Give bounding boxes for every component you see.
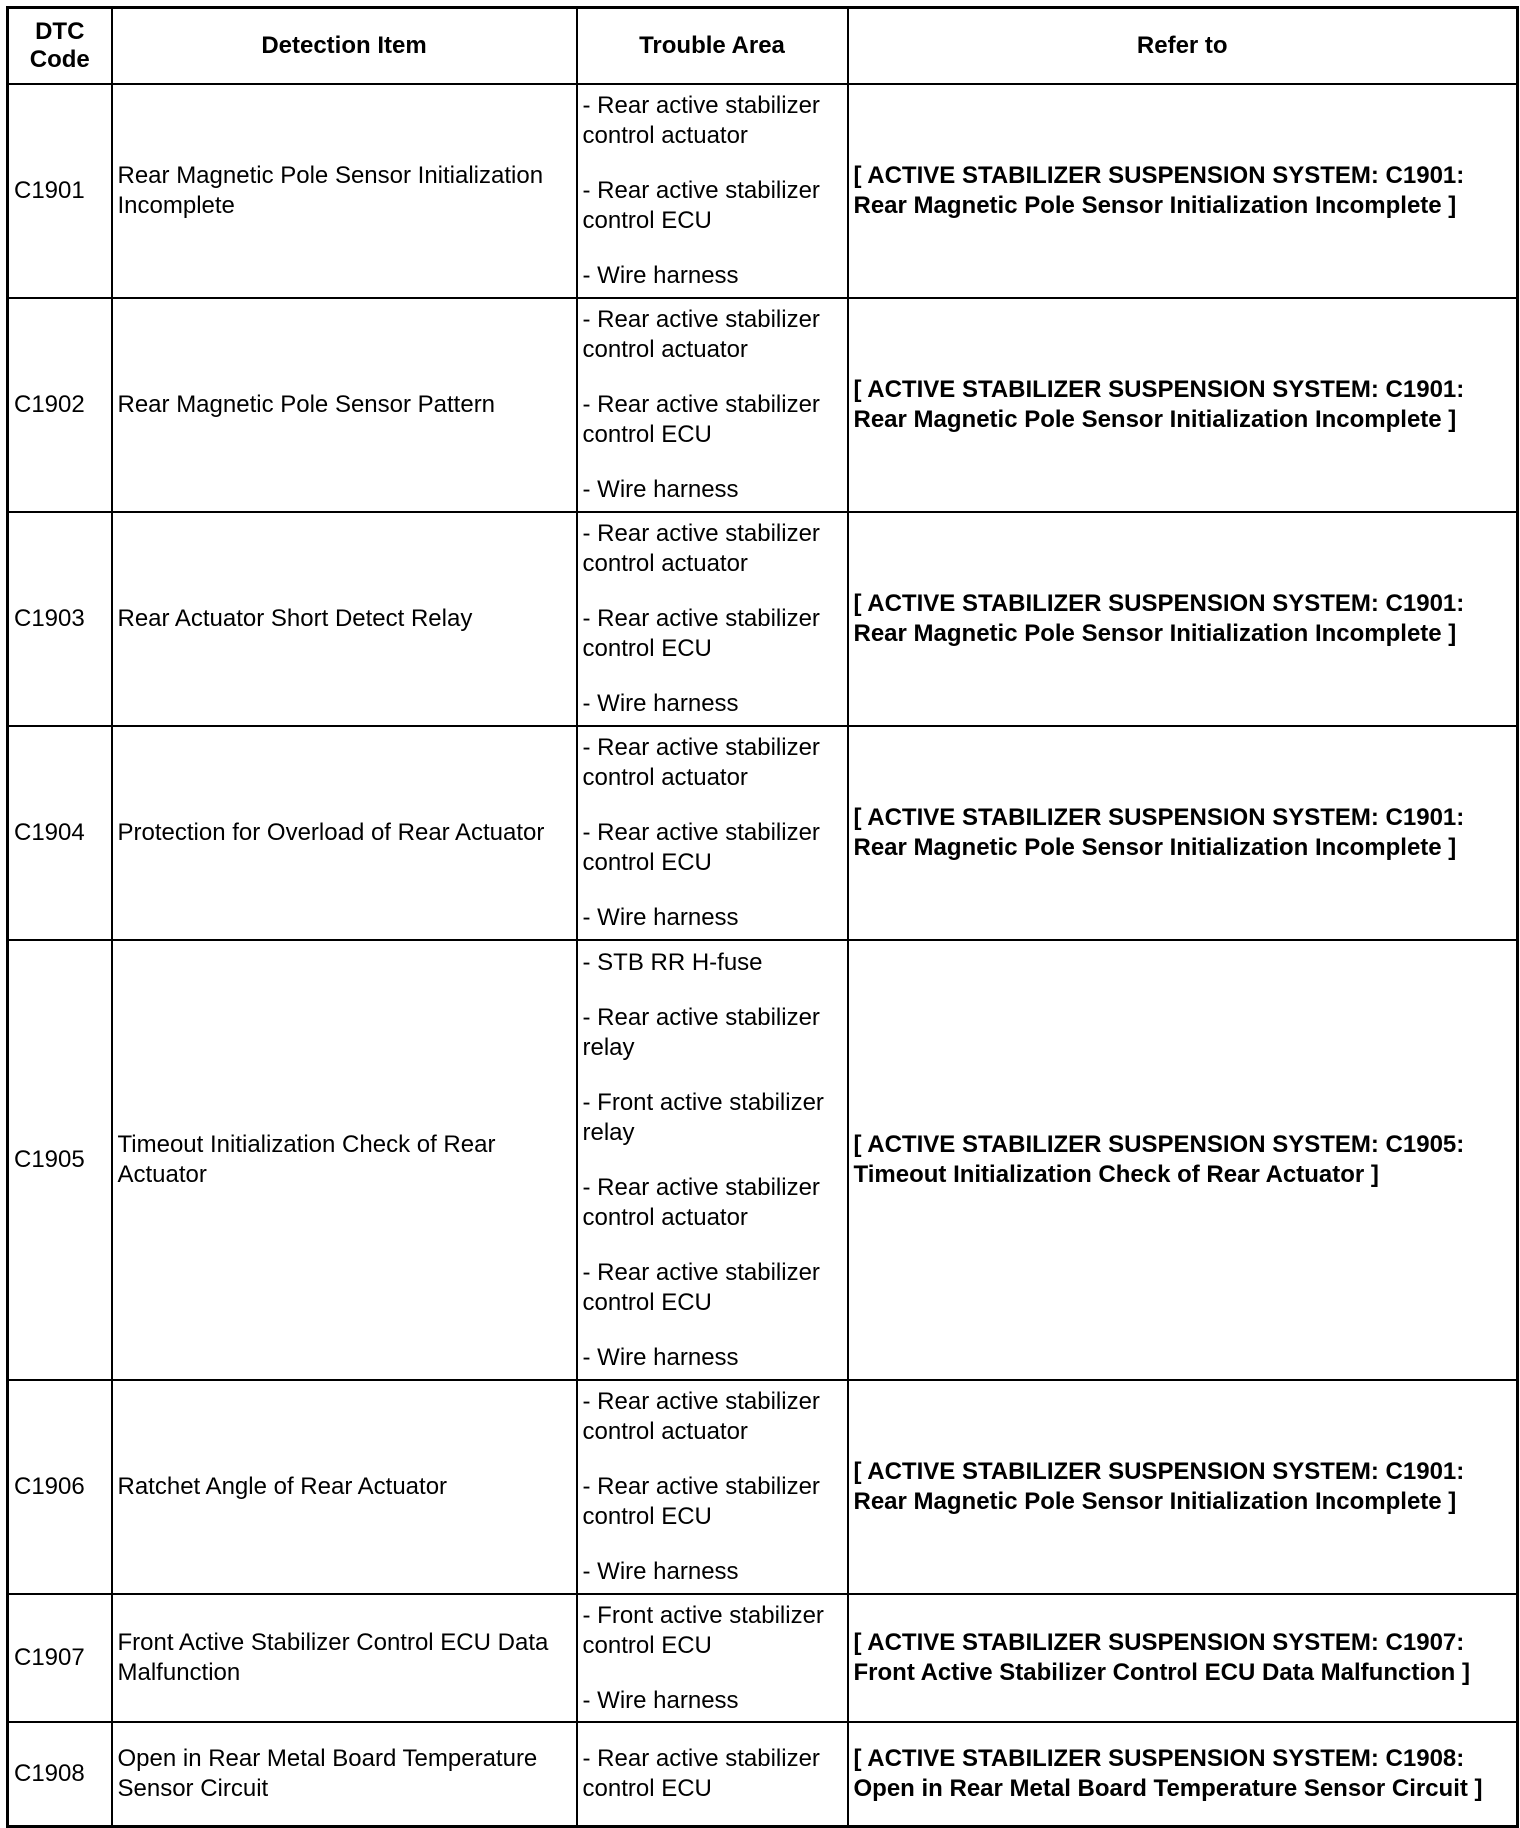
refer-to-link[interactable]: [ ACTIVE STABILIZER SUSPENSION SYSTEM: C1905: Timeout Initialization Check of Rear Actuator ] [848,940,1518,1380]
trouble-area-cell [577,1380,848,1594]
refer-to-link[interactable]: [ ACTIVE STABILIZER SUSPENSION SYSTEM: C1901: Rear Magnetic Pole Sensor Initialization Incomplete ] [848,298,1518,512]
trouble-area-item: - Rear active stabilizer control ECU [582,391,820,448]
trouble-area-list [583,1744,842,1804]
dtc-code-cell: C1903 [8,512,112,726]
trouble-area-list [583,1387,842,1587]
detection-item-cell: Rear Actuator Short Detect Relay [112,512,577,726]
trouble-area-item: - Wire harness [582,690,739,717]
trouble-area-item: - Wire harness [582,904,739,931]
trouble-area-list [583,1601,842,1716]
dtc-code-cell: C1901 [8,84,112,298]
header-row [8,8,1518,85]
trouble-area-item: - Front active stabilizer relay [582,1088,824,1146]
trouble-area-item: - Wire harness [582,1686,739,1714]
detection-item-cell: Rear Magnetic Pole Sensor Pattern [112,298,577,512]
dtc-code-cell: C1902 [8,298,112,512]
trouble-area-item: - Rear active stabilizer control ECU [582,1473,820,1530]
trouble-area-item: - Rear active stabilizer control actuator [582,92,820,149]
trouble-area-item: - Rear active stabilizer control actuator [582,520,820,577]
detection-item-cell: Protection for Overload of Rear Actuator [112,726,577,940]
trouble-area-item: - Front active stabilizer control ECU [582,1601,824,1659]
trouble-area-cell [577,298,848,512]
trouble-area-item: - Wire harness [582,1343,739,1371]
refer-to-link[interactable]: [ ACTIVE STABILIZER SUSPENSION SYSTEM: C1901: Rear Magnetic Pole Sensor Initialization Incomplete ] [848,512,1518,726]
trouble-area-item: - Rear active stabilizer control ECU [582,819,820,876]
trouble-area-item: - Wire harness [582,476,739,503]
dtc-code-cell: C1908 [8,1722,112,1826]
trouble-area-item: - Wire harness [582,262,739,289]
trouble-area-item: - STB RR H-fuse [582,948,763,976]
table-row [8,1722,1518,1826]
table-row [8,84,1518,298]
trouble-area-item: - Wire harness [582,1558,739,1585]
detection-item-cell: Ratchet Angle of Rear Actuator [112,1380,577,1594]
trouble-area-cell [577,940,848,1380]
trouble-area-list [583,733,842,933]
header-trouble-area: Trouble Area [577,8,848,85]
header-dtc-code: DTC Code [8,8,112,85]
trouble-area-item: - Rear active stabilizer control actuator [582,306,820,363]
table-row [8,940,1518,1380]
dtc-code-cell: C1904 [8,726,112,940]
table-row [8,298,1518,512]
detection-item-cell: Rear Magnetic Pole Sensor Initialization Incomplete [112,84,577,298]
trouble-area-item: - Rear active stabilizer control ECU [582,177,820,234]
header-detection-item: Detection Item [112,8,577,85]
trouble-area-cell [577,726,848,940]
trouble-area-list [583,948,842,1373]
dtc-table [6,6,1519,1828]
detection-item-cell: Front Active Stabilizer Control ECU Data Malfunction [112,1594,577,1722]
trouble-area-cell [577,1594,848,1722]
trouble-area-item: - Rear active stabilizer control actuator [582,734,820,791]
detection-item-cell: Open in Rear Metal Board Temperature Sensor Circuit [112,1722,577,1826]
trouble-area-item: - Rear active stabilizer control actuator [582,1173,820,1231]
trouble-area-cell [577,1722,848,1826]
refer-to-link[interactable]: [ ACTIVE STABILIZER SUSPENSION SYSTEM: C1901: Rear Magnetic Pole Sensor Initialization Incomplete ] [848,1380,1518,1594]
trouble-area-list [583,519,842,719]
dtc-code-cell: C1906 [8,1380,112,1594]
dtc-code-cell: C1905 [8,940,112,1380]
table-row [8,1380,1518,1594]
trouble-area-cell [577,512,848,726]
trouble-area-item: - Rear active stabilizer relay [582,1003,820,1061]
table-row [8,726,1518,940]
refer-to-link[interactable]: [ ACTIVE STABILIZER SUSPENSION SYSTEM: C1901: Rear Magnetic Pole Sensor Initialization Incomplete ] [848,726,1518,940]
trouble-area-item: - Rear active stabilizer control ECU [582,605,820,662]
refer-to-link[interactable]: [ ACTIVE STABILIZER SUSPENSION SYSTEM: C1908: Open in Rear Metal Board Temperature Sensor Circuit ] [848,1722,1518,1826]
trouble-area-item: - Rear active stabilizer control ECU [582,1744,820,1802]
table-row [8,1594,1518,1722]
table-row [8,512,1518,726]
trouble-area-cell [577,84,848,298]
refer-to-link[interactable]: [ ACTIVE STABILIZER SUSPENSION SYSTEM: C1907: Front Active Stabilizer Control ECU Data Malfunction ] [848,1594,1518,1722]
trouble-area-item: - Rear active stabilizer control actuator [582,1388,820,1445]
table-body [8,84,1518,1826]
dtc-code-cell: C1907 [8,1594,112,1722]
trouble-area-item: - Rear active stabilizer control ECU [582,1258,820,1316]
detection-item-cell: Timeout Initialization Check of Rear Actuator [112,940,577,1380]
trouble-area-list [583,91,842,291]
refer-to-link[interactable]: [ ACTIVE STABILIZER SUSPENSION SYSTEM: C1901: Rear Magnetic Pole Sensor Initialization Incomplete ] [848,84,1518,298]
trouble-area-list [583,305,842,505]
header-refer-to: Refer to [848,8,1518,85]
